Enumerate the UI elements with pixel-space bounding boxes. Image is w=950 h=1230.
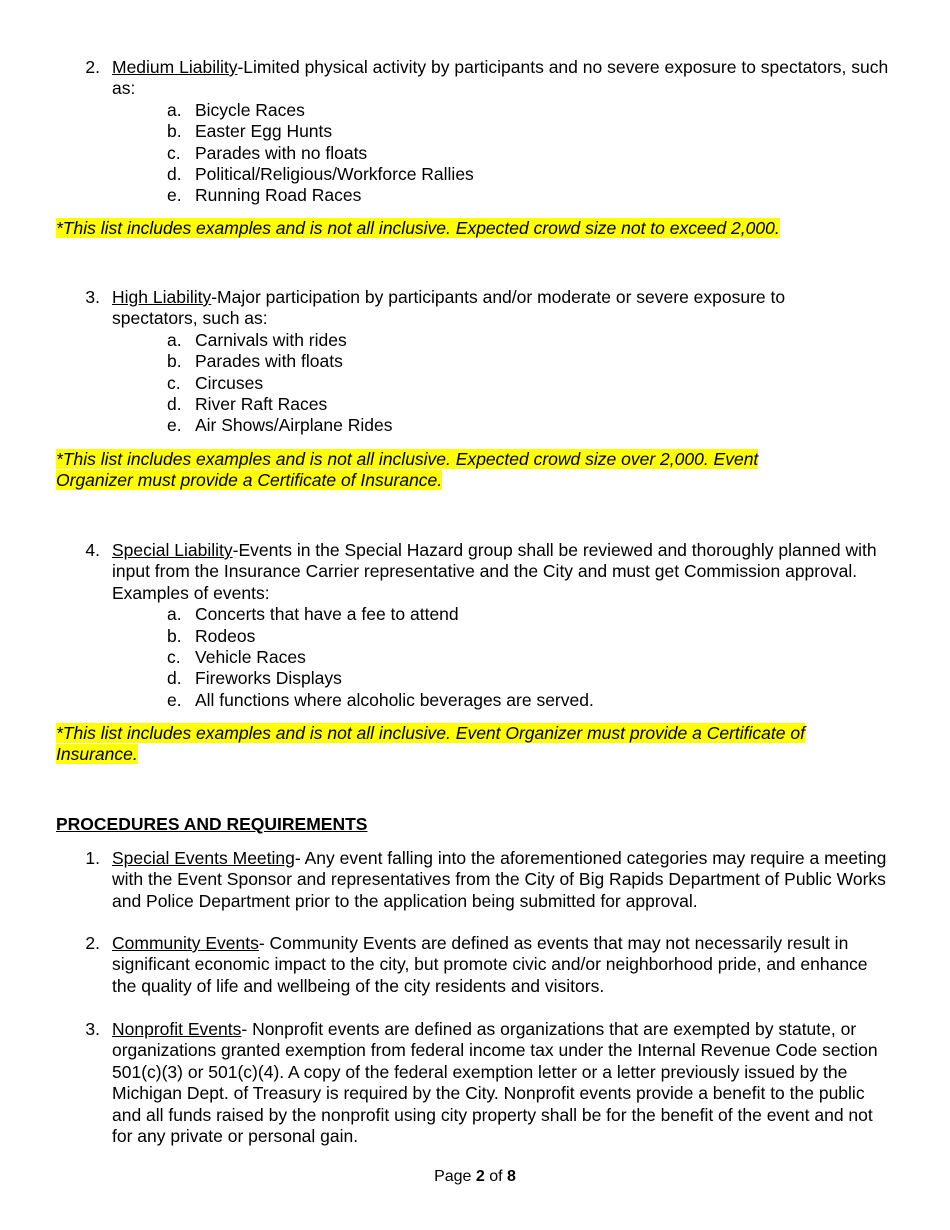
item-description: - Any event falling into the aforementioned categories may require a meeting with the Event Sponsor and representatives from the City of Big Rapids Department of Public Works and Police Department prior to the application being submitted for approval. <box>112 848 887 911</box>
page-footer: Page 2 of 8 <box>434 1168 516 1185</box>
sub-list <box>167 330 392 437</box>
current-page-number: 2 <box>475 1168 485 1185</box>
item-title: Special Liability <box>112 540 233 560</box>
sub-list <box>167 100 474 207</box>
item-title: Nonprofit Events <box>112 1019 242 1039</box>
list-item: d. Fireworks Displays <box>167 668 342 689</box>
item-number: 3. <box>85 1019 100 1039</box>
item-number: 3. <box>85 287 100 307</box>
item-number: 2. <box>85 933 100 953</box>
sub-list <box>167 604 594 711</box>
list-item: c. Circuses <box>167 372 264 393</box>
item-description: - Community Events are defined as events that may not necessarily result in significant economic impact to the city, but promote civic and/or neighborhood pride, and enhance the quality of life and wellbeing of the city residents and visitors. <box>112 933 868 996</box>
item-text <box>112 933 888 997</box>
list-item: a. Carnivals with rides <box>167 329 347 350</box>
item-title: Special Events Meeting <box>112 848 295 868</box>
list-item: e. Running Road Races <box>167 185 362 206</box>
section-heading: PROCEDURES AND REQUIREMENTS <box>56 814 368 834</box>
total-page-number: 8 <box>507 1168 516 1185</box>
highlighted-note: *This list includes examples and is not all inclusive. Expected crowd size over 2,000. Event Organizer must provide a Certificate of Insurance. <box>56 449 759 491</box>
item-text <box>112 540 897 604</box>
item-description: -Limited physical activity by participants and no severe exposure to spectators, such as: <box>112 57 889 99</box>
item-number: 4. <box>85 540 100 560</box>
list-item: d. Political/Religious/Workforce Rallies <box>167 163 474 184</box>
list-item: c. Vehicle Races <box>167 646 306 667</box>
list-item: a. Concerts that have a fee to attend <box>167 604 459 625</box>
item-title: High Liability <box>112 287 212 307</box>
list-item: b. Parades with floats <box>167 351 343 372</box>
item-text <box>112 287 872 330</box>
item-description: -Events in the Special Hazard group shall be reviewed and thoroughly planned with input from the Insurance Carrier representative and the City and must get Commission approval. Examples of events: <box>112 540 877 603</box>
item-text <box>112 848 898 912</box>
item-description: -Major participation by participants and/or moderate or severe exposure to spectators, such as: <box>112 287 786 329</box>
highlighted-note: *This list includes examples and is not all inclusive. Expected crowd size not to exceed 2,000. <box>56 218 780 238</box>
item-text <box>112 1019 896 1147</box>
highlighted-note: *This list includes examples and is not all inclusive. Event Organizer must provide a Certificate of Insurance. <box>56 723 805 765</box>
item-number: 1. <box>85 848 100 868</box>
list-item: b. Rodeos <box>167 625 256 646</box>
item-text <box>112 57 902 100</box>
list-item: b. Easter Egg Hunts <box>167 121 333 142</box>
list-item: e. Air Shows/Airplane Rides <box>167 415 393 436</box>
item-title: Medium Liability <box>112 57 238 77</box>
list-item: d. River Raft Races <box>167 393 328 414</box>
item-number: 2. <box>85 57 100 77</box>
list-item: e. All functions where alcoholic beverages are served. <box>167 689 594 710</box>
item-description: - Nonprofit events are defined as organizations that are exempted by statute, or organizations granted exemption from federal income tax under the Internal Revenue Code section 501(c)(3) or 501(c)(4). A copy of the federal exemption letter or a letter previously issued by the Michigan Dept. of Treasury is required by the City. Nonprofit events provide a benefit to the public and all funds raised by the nonprofit using city property shall be for the benefit of the event and not for any private or personal gain. <box>112 1019 878 1147</box>
list-item: c. Parades with no floats <box>167 142 368 163</box>
item-title: Community Events <box>112 933 259 953</box>
list-item: a. Bicycle Races <box>167 99 305 120</box>
